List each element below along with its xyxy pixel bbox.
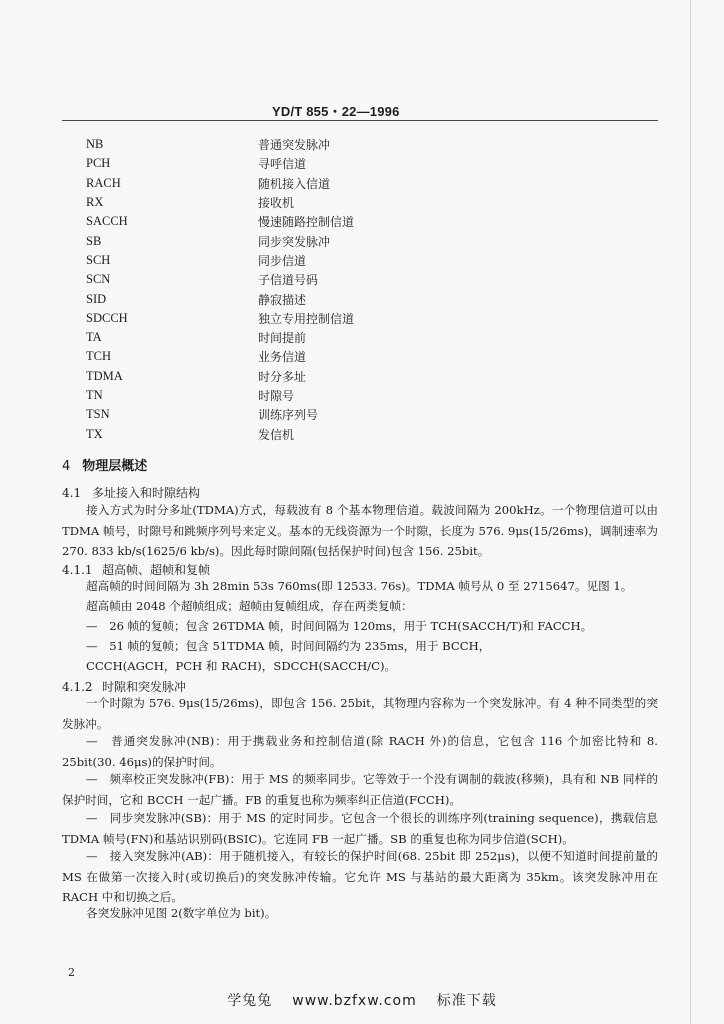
abbreviation-term: 业务信道 <box>258 350 307 365</box>
section-title: 多址接入和时隙结构 <box>92 486 201 500</box>
abbreviation-code: TDMA <box>86 368 123 383</box>
footer-url[interactable]: www.bzfxw.com <box>292 993 417 1009</box>
abbreviation-term: 普通突发脉冲 <box>258 138 331 153</box>
section-title: 时隙和突发脉冲 <box>102 680 187 694</box>
abbreviation-term: 独立专用控制信道 <box>258 311 355 326</box>
section-heading-4 <box>62 455 147 474</box>
abbreviation-row <box>86 367 406 386</box>
abbreviation-code: RACH <box>86 175 121 190</box>
abbreviation-term: 寻呼信道 <box>258 157 307 172</box>
section-heading-4-1 <box>62 484 200 501</box>
abbreviation-term: 随机接入信道 <box>258 176 331 191</box>
abbreviation-code: PCH <box>86 156 111 171</box>
footer-tagline: 标准下载 <box>436 993 497 1009</box>
list-item: — 频率校正突发脉冲(FB)：用于 MS 的频率同步。它等效于一个没有调制的载波(移频)，具有和 NB 同样的保护时间，它和 BCCH 一起广播。FB 的重复也称为频率纠正信道(FCCH)。 <box>62 772 658 807</box>
footer <box>0 990 724 1010</box>
section-number: 4.1.2 <box>62 680 93 694</box>
abbreviation-row <box>86 289 406 308</box>
document-header: YD/T 855・22—1996 <box>272 104 400 119</box>
abbreviation-term: 训练序列号 <box>258 408 319 423</box>
section-title: 超高帧、超帧和复帧 <box>102 563 211 577</box>
abbreviation-term: 时分多址 <box>258 369 307 384</box>
page-number: 2 <box>68 966 75 979</box>
list-item: — 普通突发脉冲(NB)：用于携载业务和控制信道(除 RACH 外)的信息，它包含 116 个加密比特和 8. 25bit(30. 46μs)的保护时间。 <box>62 734 658 769</box>
list-item-continuation: CCCH(AGCH，PCH 和 RACH)，SDCCH(SACCH/C)。 <box>86 659 397 673</box>
paragraph: 超高帧由 2048 个超帧组成；超帧由复帧组成，存在两类复帧： <box>86 599 413 613</box>
section-title: 物理层概述 <box>82 459 148 474</box>
abbreviation-term: 慢速随路控制信道 <box>258 215 355 230</box>
abbreviation-term: 静寂描述 <box>258 292 307 307</box>
abbreviation-term: 时间提前 <box>258 331 307 346</box>
abbreviation-term: 子信道号码 <box>258 273 319 288</box>
abbreviation-row <box>86 154 406 173</box>
abbreviation-term: 同步信道 <box>258 253 307 268</box>
abbreviation-row <box>86 174 406 193</box>
section-number: 4.1.1 <box>62 563 93 577</box>
abbreviation-list <box>86 135 406 444</box>
abbreviation-row <box>86 231 406 250</box>
abbreviation-code: SCH <box>86 252 111 267</box>
abbreviation-code: SCN <box>86 272 111 287</box>
abbreviation-row <box>86 135 406 154</box>
list-item: — 26 帧的复帧；包含 26TDMA 帧，时间间隔为 120ms，用于 TCH(SACCH/T)和 FACCH。 <box>86 619 593 633</box>
abbreviation-row <box>86 212 406 231</box>
abbreviation-code: TN <box>86 388 103 402</box>
abbreviation-row <box>86 193 406 212</box>
list-item: — 同步突发脉冲(SB)：用于 MS 的定时同步。它包含一个很长的训练序列(training sequence)，携载信息 TDMA 帧号(FN)和基站识别码(BSIC)。它连同 FB 一起广播。SB 的重复也称为同步信道(SCH)。 <box>62 811 658 846</box>
abbreviation-row <box>86 405 406 424</box>
abbreviation-row <box>86 386 406 405</box>
list-item: — 51 帧的复帧；包含 51TDMA 帧，时间间隔约为 235ms，用于 BCCH， <box>86 639 491 653</box>
abbreviation-term: 接收机 <box>258 196 295 211</box>
paragraph: 接入方式为时分多址(TDMA)方式，每载波有 8 个基本物理信道。载波间隔为 200kHz。一个物理信道可以由 TDMA 帧号，时隙号和跳频序列号来定义。基本的无线资源为一个时隙，长度为 576. 9μs(15/26ms)，调制速率为 270. 833 kb/s(1625/6 kb/s)。因此每时隙间隔(包括保护时间)包含 156. 25bit。 <box>62 503 658 558</box>
abbreviation-code: SID <box>86 291 107 306</box>
section-number: 4 <box>62 459 71 474</box>
section-number: 4.1 <box>62 486 82 500</box>
abbreviation-term: 发信机 <box>258 427 295 442</box>
paragraph: 超高帧的时间间隔为 3h 28min 53s 760ms(即 12533. 76s)。TDMA 帧号从 0 至 2715647。见图 1。 <box>86 579 633 593</box>
abbreviation-code: SACCH <box>86 214 128 229</box>
abbreviation-code: RX <box>86 195 104 210</box>
abbreviation-row <box>86 309 406 328</box>
abbreviation-term: 同步突发脉冲 <box>258 234 331 249</box>
paragraph: 各突发脉冲见图 2(数字单位为 bit)。 <box>86 906 277 920</box>
abbreviation-row <box>86 347 406 366</box>
abbreviation-row <box>86 424 406 443</box>
footer-site-name: 学兔兔 <box>227 993 273 1009</box>
abbreviation-row <box>86 251 406 270</box>
abbreviation-term: 时隙号 <box>258 389 295 403</box>
abbreviation-row <box>86 270 406 289</box>
abbreviation-code: SDCCH <box>86 310 128 325</box>
abbreviation-row <box>86 328 406 347</box>
abbreviation-code: TA <box>86 330 102 345</box>
header-divider <box>62 120 658 121</box>
abbreviation-code: TSN <box>86 407 110 422</box>
abbreviation-code: SB <box>86 233 102 248</box>
abbreviation-code: TX <box>86 426 103 441</box>
page-edge-divider <box>690 0 691 1024</box>
abbreviation-code: NB <box>86 137 104 152</box>
list-item: — 接入突发脉冲(AB)：用于随机接入，有较长的保护时间(68. 25bit 即 252μs)，以便不知道时间提前量的 MS 在做第一次接入时(或切换后)的突发脉冲传输。它允许 MS 与基站的最大距离为 35km。该突发脉冲用在 RACH 中和切换之后。 <box>62 849 658 904</box>
paragraph: 一个时隙为 576. 9μs(15/26ms)，即包含 156. 25bit，其物理内容称为一个突发脉冲。有 4 种不同类型的突发脉冲。 <box>62 696 658 731</box>
abbreviation-code: TCH <box>86 349 111 364</box>
